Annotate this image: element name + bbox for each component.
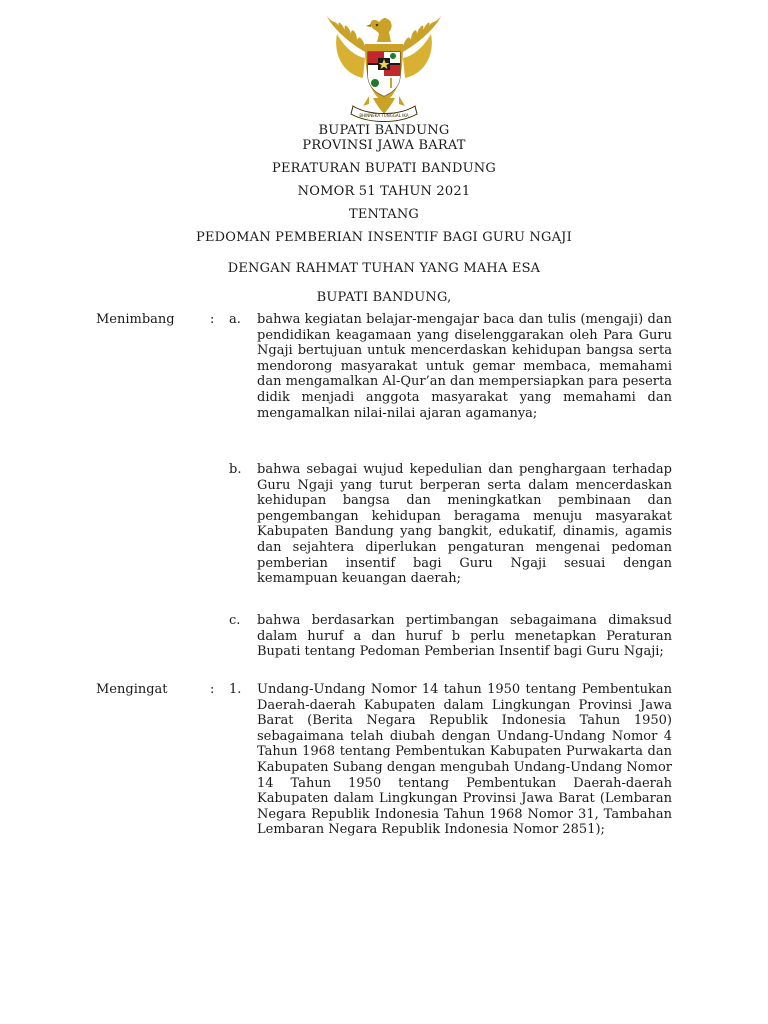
regulation-title: PERATURAN BUPATI BANDUNG (272, 161, 496, 176)
menimbang-item-c-text: bahwa berdasarkan pertimbangan sebagaimana dimaksud dalam huruf a dan huruf b perlu menetapkan Peraturan Bupati tentang Pedoman Pemberian Insentif bagi Guru Ngaji; (257, 613, 672, 660)
regulation-number: NOMOR 51 TAHUN 2021 (297, 184, 471, 199)
invocation: DENGAN RAHMAT TUHAN YANG MAHA ESA (227, 261, 541, 276)
menimbang-colon: : (210, 312, 215, 327)
garuda-emblem-icon (319, 14, 449, 126)
mengingat-colon: : (210, 682, 215, 697)
menimbang-item-c-mark: c. (229, 613, 241, 628)
menimbang-item-a-mark: a. (229, 312, 241, 327)
menimbang-item-b-mark: b. (229, 462, 242, 477)
mengingat-label: Mengingat (96, 682, 168, 697)
mengingat-item-1-mark: 1. (229, 682, 242, 697)
menimbang-item-b-text: bahwa sebagai wujud kepedulian dan penghargaan terhadap Guru Ngaji yang turut berperan serta dalam mencerdaskan kehidupan bangsa dan meningkatkan pembinaan dan pengembangan kehidupan beragama menuju masyarakat Kabupaten Bandung yang bangkit, edukatif, dinamis, agamis dan sejahtera diperlukan pengaturan mengenai pedoman pemberian insentif bagi Guru Ngaji sesuai dengan kemampuan keuangan daerah; (257, 462, 672, 587)
menimbang-item-a-text: bahwa kegiatan belajar-mengajar baca dan tulis (mengaji) dan pendidikan keagamaan yang diselenggarakan oleh Para Guru Ngaji bertujuan untuk mencerdaskan kehidupan bangsa serta mendorong masyarakat untuk gemar membaca, memahami dan mengamalkan Al-Qur’an dan mempersiapkan para peserta didik menjadi anggota masyarakat yang memahami dan mengamalkan nilai-nilai ajaran agamanya; (257, 312, 672, 421)
authority-title: BUPATI BANDUNG (318, 123, 450, 138)
province-title: PROVINSI JAWA BARAT (302, 138, 466, 153)
about-heading: TENTANG (348, 207, 420, 222)
mengingat-item-1-text: Undang-Undang Nomor 14 tahun 1950 tentang Pembentukan Daerah-daerah Kabupaten dalam Lingkungan Provinsi Jawa Barat (Berita Negara Republik Indonesia Tahun 1950) sebagaimana telah diubah dengan Undang-Undang Nomor 4 Tahun 1968 tentang Pembentukan Kabupaten Purwakarta dan Kabupaten Subang dengan mengubah Undang-Undang Nomor 14 Tahun 1950 tentang Pembentukan Daerah-daerah Kabupaten dalam Lingkungan Provinsi Jawa Barat (Lembaran Negara Republik Indonesia Tahun 1968 Nomor 31, Tambahan Lembaran Negara Republik Indonesia Nomor 2851); (257, 682, 672, 838)
issuer: BUPATI BANDUNG, (316, 290, 452, 305)
menimbang-label: Menimbang (96, 312, 175, 327)
garuda-emblem (319, 14, 449, 126)
regulation-subject: PEDOMAN PEMBERIAN INSENTIF BAGI GURU NGAJI (196, 230, 572, 245)
emblem-motto: BHINNEKA TUNGGAL IKA (359, 113, 409, 118)
